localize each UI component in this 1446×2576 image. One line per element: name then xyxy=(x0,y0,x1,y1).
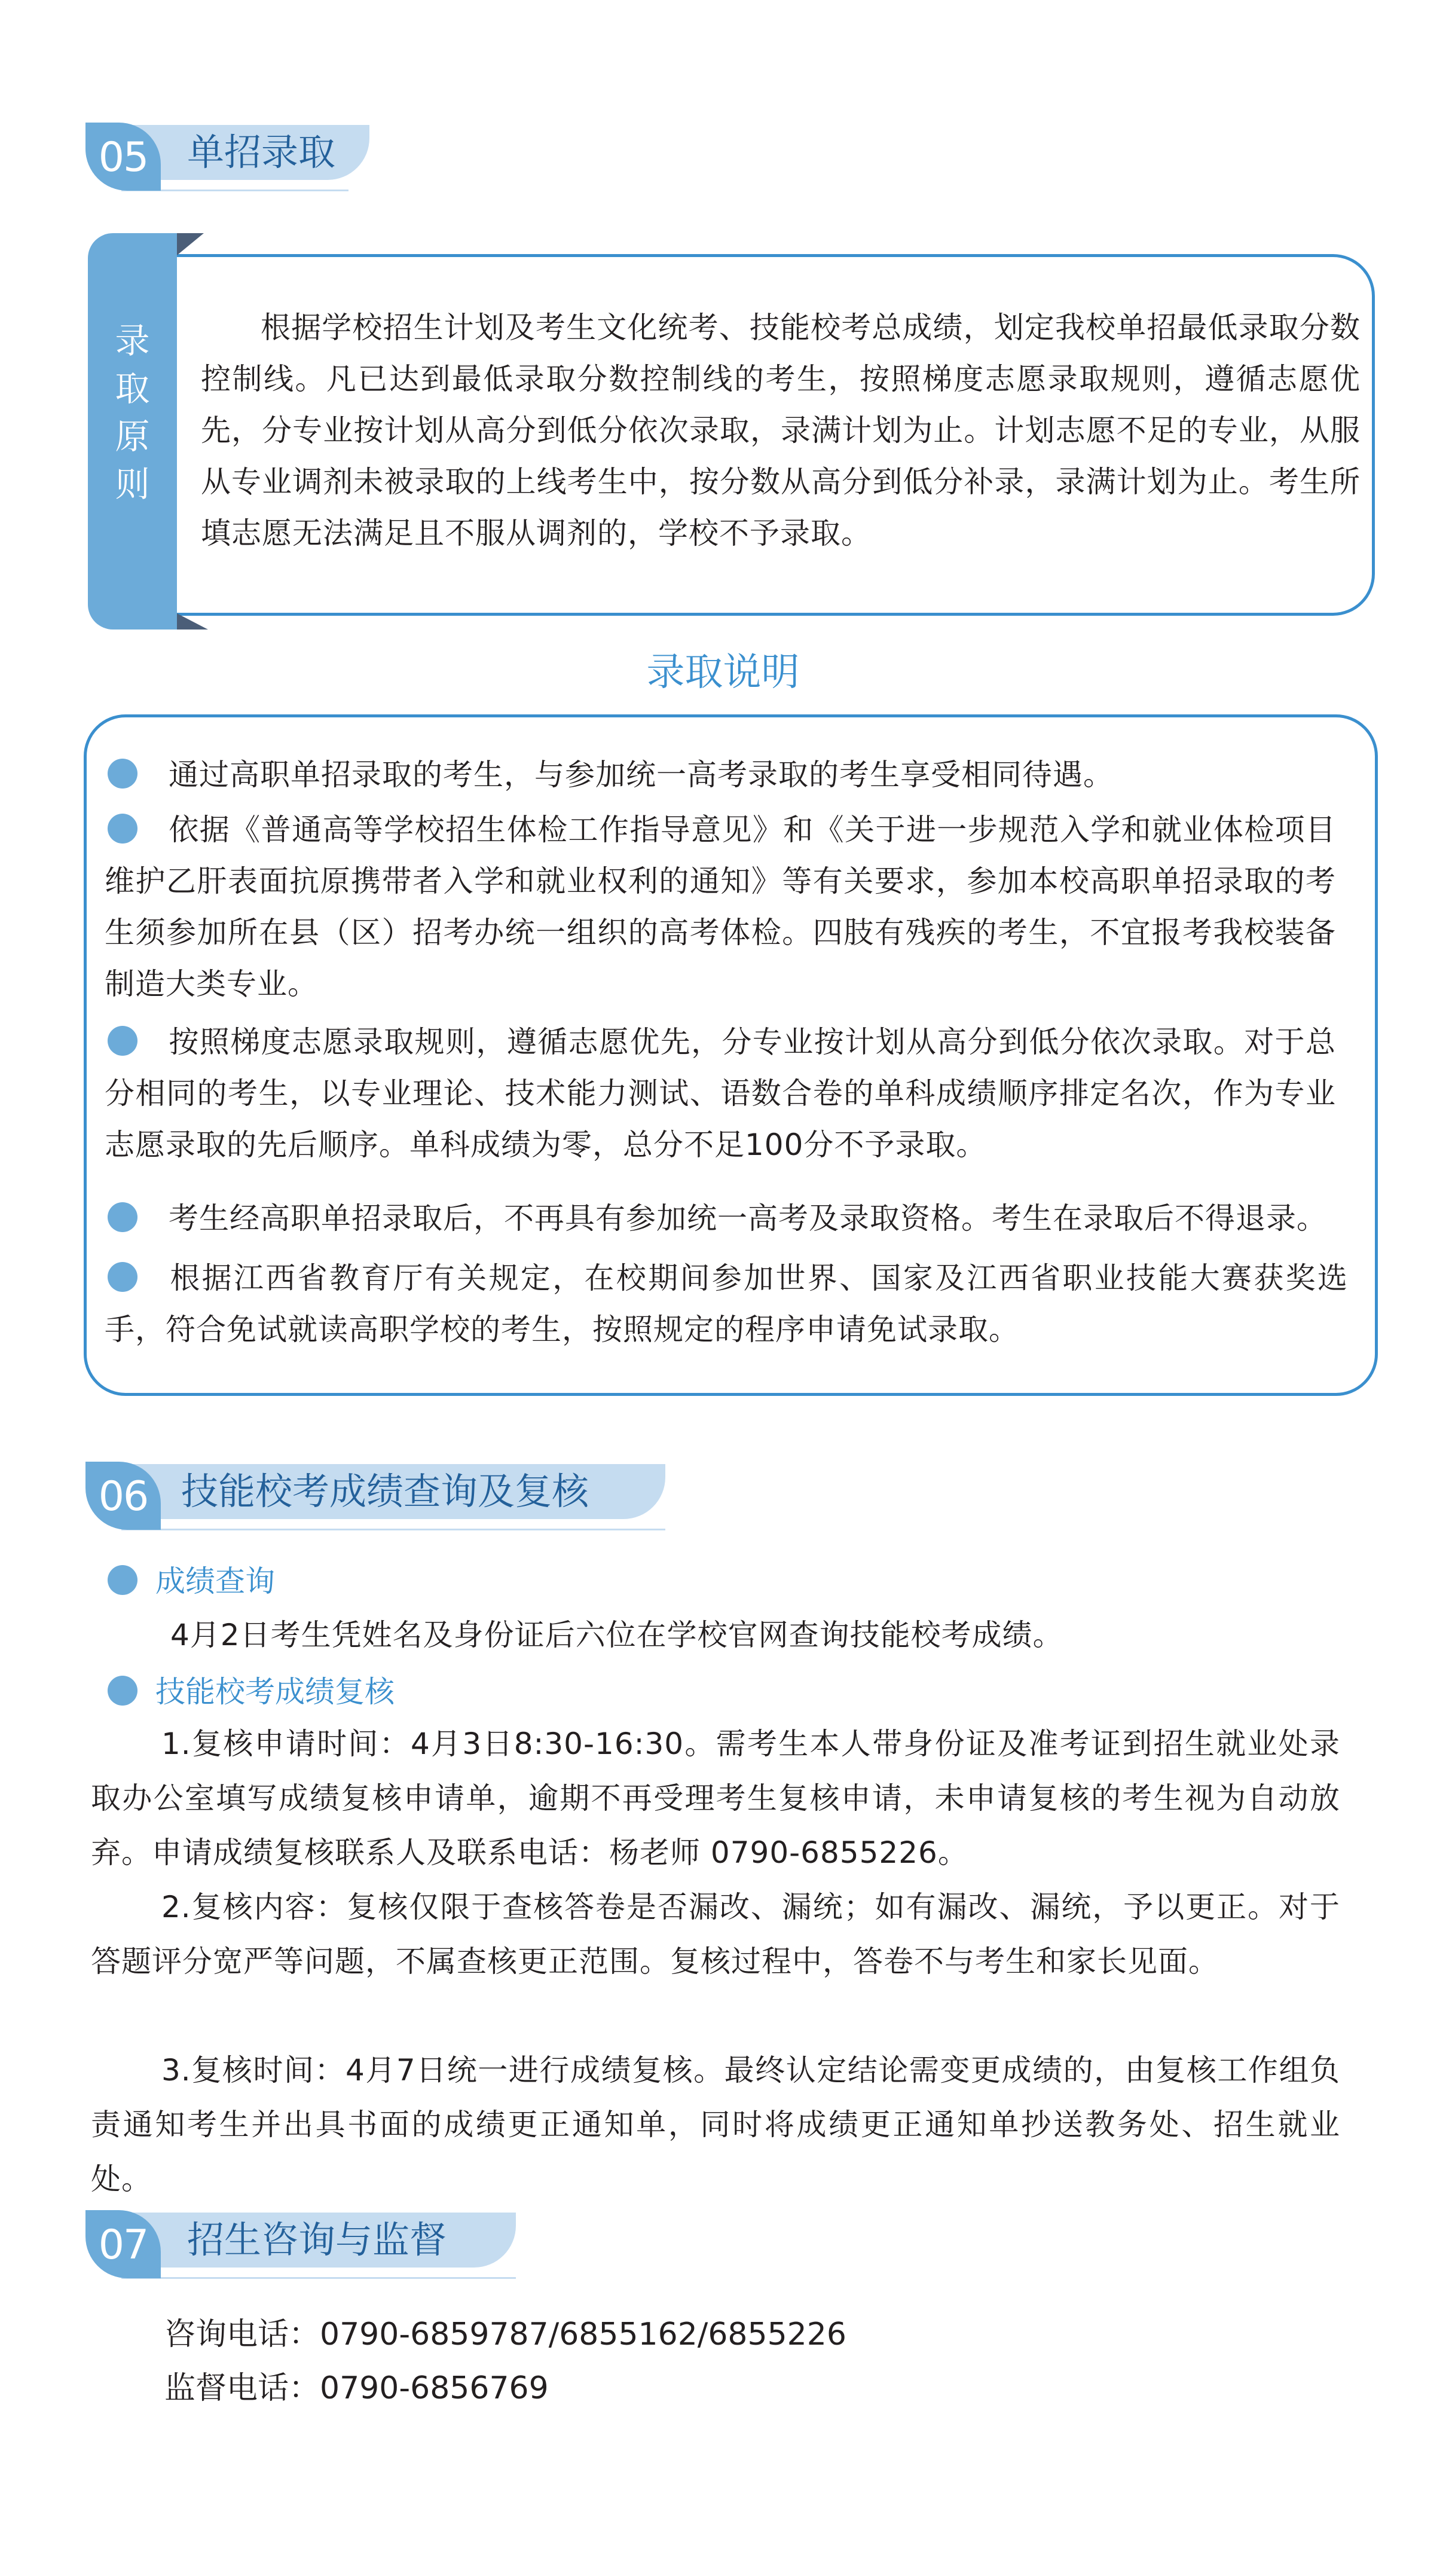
supervise-phone-line xyxy=(164,2364,549,2412)
section-05-header xyxy=(85,123,372,192)
section-07-header xyxy=(85,2210,516,2279)
section-title: 技能校考成绩查询及复核 xyxy=(181,1469,589,1513)
note-item: 依据《普通高等学校招生体检工作指导意见》和《关于进一步规范入学和就业体检项目维护乙肝表面抗原携带者入学和就业权利的通知》等有关要求，参加本校高职单招录取的考生须参加所在县（区）招考办统一组织的高考体检。四肢有残疾的考生，不宜报考我校装备制造大类专业。 xyxy=(105,812,1336,1001)
bullet-dot-icon xyxy=(108,759,137,789)
section-number: 07 xyxy=(85,2210,161,2278)
header-underline xyxy=(121,1529,665,1530)
fold-corner-bottom xyxy=(177,613,208,630)
bullet-dot-icon xyxy=(108,1676,137,1706)
section-06-header xyxy=(85,1462,665,1531)
header-underline xyxy=(121,2277,516,2279)
score-query-text: 4月2日考生凭姓名及身份证后六位在学校官网查询技能校考成绩。 xyxy=(170,1618,1063,1652)
admission-principle-tab xyxy=(88,233,177,630)
consult-phone-line xyxy=(164,2311,846,2358)
admission-notes-title: 录取说明 xyxy=(646,650,800,695)
review-item-2: 2.复核内容：复核仅限于查核答卷是否漏改、漏统；如有漏改、漏统，予以更正。对于答题评分宽严等问题，不属查核更正范围。复核过程中，答卷不与考生和家长见面。 xyxy=(91,1890,1340,1979)
section-number: 05 xyxy=(85,123,161,191)
section-number: 06 xyxy=(85,1462,161,1530)
label-char: 原 xyxy=(115,416,150,457)
section-title: 单招录取 xyxy=(187,130,336,174)
bullet-dot-icon xyxy=(108,1026,137,1056)
review-item-3: 3.复核时间：4月7日统一进行成绩复核。最终认定结论需变更成绩的，由复核工作组负责通知考生并出具书面的成绩更正通知单，同时将成绩更正通知单抄送教务处、招生就业处。 xyxy=(91,2053,1340,2196)
principle-vertical-label xyxy=(88,317,177,508)
score-query-heading: 成绩查询 xyxy=(105,1560,275,1602)
label-char: 则 xyxy=(115,464,150,505)
note-item: 按照梯度志愿录取规则，遵循志愿优先，分专业按计划从高分到低分依次录取。对于总分相同的考生，以专业理论、技术能力测试、语数合卷的单科成绩顺序排定名次，作为专业志愿录取的先后顺序。单科成绩为零，总分不足100分不予录取。 xyxy=(105,1025,1336,1162)
score-review-heading: 技能校考成绩复核 xyxy=(105,1671,395,1713)
supervise-phone-number: 0790-6856769 xyxy=(320,2370,549,2406)
admission-principle-text: 根据学校招生计划及考生文化统考、技能校考总成绩，划定我校单招最低录取分数控制线。凡已达到最低录取分数控制线的考生，按照梯度志愿录取规则，遵循志愿优先，分专业按计划从高分到低分依次录取，录满计划为止。计划志愿不足的专业，从服从专业调剂未被录取的上线考生中，按分数从高分到低分补录，录满计划为止。考生所填志愿无法满足且不服从调剂的，学校不予录取。 xyxy=(201,310,1361,551)
label-char: 录 xyxy=(115,320,150,361)
consult-phone-number: 0790-6859787/6855162/6855226 xyxy=(320,2317,846,2352)
supervise-phone-label: 监督电话： xyxy=(164,2370,320,2406)
section-title: 招生咨询与监督 xyxy=(187,2218,447,2262)
note-item: 根据江西省教育厅有关规定，在校期间参加世界、国家及江西省职业技能大赛获奖选手，符合免试就读高职学校的考生，按照规定的程序申请免试录取。 xyxy=(105,1261,1348,1347)
bullet-dot-icon xyxy=(108,1565,137,1595)
label-char: 取 xyxy=(115,368,150,409)
note-item: 通过高职单招录取的考生，与参加统一高考录取的考生享受相同待遇。 xyxy=(105,749,1378,800)
note-item: 考生经高职单招录取后，不再具有参加统一高考及录取资格。考生在录取后不得退录。 xyxy=(105,1193,1384,1244)
review-item-1: 1.复核申请时间：4月3日8:30-16:30。需考生本人带身份证及准考证到招生就业处录取办公室填写成绩复核申请单，逾期不再受理考生复核申请，未申请复核的考生视为自动放弃。申请成绩复核联系人及联系电话：杨老师 0790-6855226。 xyxy=(91,1726,1340,1870)
fold-corner-top xyxy=(177,233,204,255)
bullet-dot-icon xyxy=(108,1202,137,1232)
consult-phone-label: 咨询电话： xyxy=(164,2317,320,2352)
bullet-dot-icon xyxy=(108,814,137,844)
bullet-dot-icon xyxy=(108,1262,137,1292)
